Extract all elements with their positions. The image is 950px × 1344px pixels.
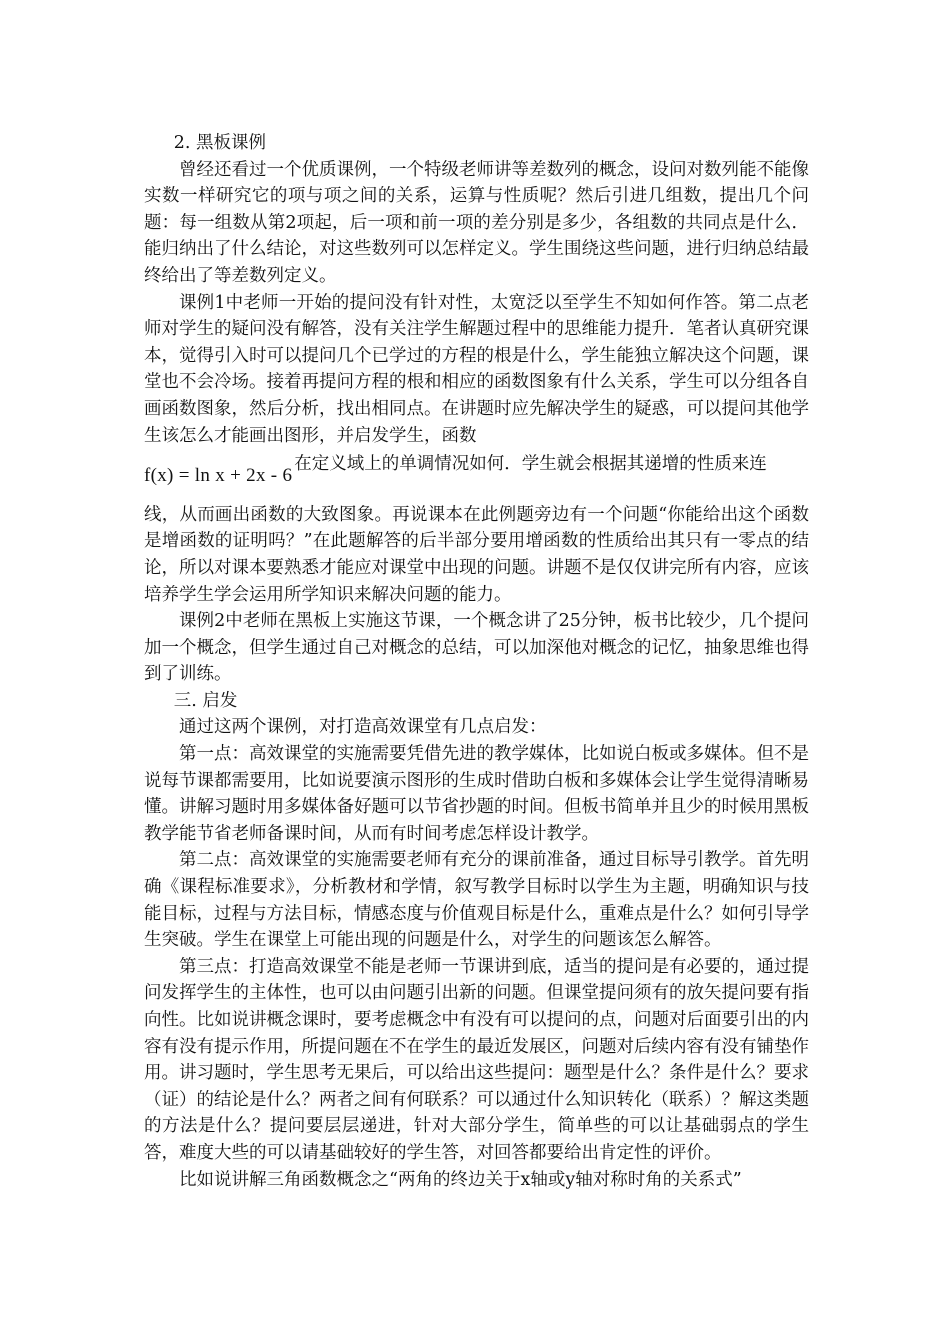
paragraph-point-2: 第二点：高效课堂的实施需要老师有充分的课前准备，通过目标导引教学。首先明确《课程标准要求》，分析教材和学情，叙写教学目标时以学生为主题，明确知识与技能目标，过程与方法目标，情感态度与价值观目标是什么，重难点是什么？如何引导学生突破。学生在课堂上可能出现的问题是什么，对学生的问题该怎么解答。 [144,850,809,951]
paragraph-point-3: 第三点：打造高效课堂不能是老师一节课讲到底，适当的提问是有必要的，通过提问发挥学生的主体性，也可以由问题引出新的问题。但课堂提问须有的放矢提问要有指向性。比如说讲概念课时，要考虑概念中有没有可以提问的点，问题对后面要引出的内容有没有提示作用，所提问题在不在学生的最近发展区，问题对后续内容有没有铺垫作用。讲习题时，学生思考无果后，可以给出这些提问：题型是什么？条件是什么？要求（证）的结论是什么？两者之间有何联系？可以通过什么知识转化（联系）？解这类题的方法是什么？提问要层层递进，针对大部分学生，简单些的可以让基础弱点的学生答，难度大些的可以请基础较好的学生答，对回答都要给出肯定性的评价。 [144,956,809,1163]
paragraph-lesson-2-analysis: 课例2中老师在黑板上实施这节课，一个概念讲了25分钟，板书比较少，几个提问加一个概念，但学生通过自己对概念的总结，可以加深他对概念的记忆，抽象思维也得到了训练。 [144,611,809,685]
paragraph-lesson-1-text-start: 课例1中老师一开始的提问没有针对性，太宽泛以至学生不知如何作答。第二点老师对学生的疑问没有解答，没有关注学生解题过程中的思维能力提升．笔者认真研究课本，觉得引入时可以提问几个已学过的方程的根是什么，学生能独立解决这个问题，课堂也不会冷场。接着再提问方程的根和相应的函数图象有什么关系，学生可以分组各自画函数图象，然后分析，找出相同点。在讲题时应先解决学生的疑惑，可以提问其他学生该怎么才能画出图形，并启发学生，函数 [144,292,809,446]
paragraph-inspiration-intro: 通过这两个课例，对打造高效课堂有几点启发： [179,717,547,738]
paragraph-point-1: 第一点：高效课堂的实施需要凭借先进的教学媒体，比如说白板或多媒体。但不是说每节课都需要用，比如说要演示图形的生成时借助白板和多媒体会让学生觉得清晰易懂。讲解习题时用多媒体备好题可以节省抄题的时间。但板书简单并且少的时候用黑板教学能节省老师备课时间，从而有时间考虑怎样设计教学。 [144,744,809,844]
formula-line-text: 在定义域上的单调情况如何．学生就会根据其递增的性质来连 [294,454,767,475]
function-formula: f(x) = ln x + 2x - 6 [144,465,293,487]
paragraph-lesson-1-text-end: 线，从而画出函数的大致图象。再说课本在此例题旁边有一个问题“你能给出这个函数是增函数的证明吗？”在此题解答的后半部分要用增函数的性质给出其只有一零点的结论，所以对课本要熟悉才能应对课堂中出现的问题。讲题不是仅仅讲完所有内容，应该培养学生学会运用所学知识来解决问题的能力。 [144,504,809,605]
section-heading-inspiration: 三. 启发 [173,690,238,711]
section-heading-blackboard-example: 2. 黑板课例 [173,133,267,153]
document-body [144,130,809,1193]
paragraph-trig-example: 比如说讲解三角函数概念之“两角的终边关于x轴或y轴对称时角的关系式” [179,1169,742,1190]
paragraph-lesson-1-analysis [144,290,809,609]
paragraph-arithmetic-sequence-example: 曾经还看过一个优质课例，一个特级老师讲等差数列的概念，设问对数列能不能像实数一样研究它的项与项之间的关系，运算与性质呢？然后引进几组数，提出几个问题：每一组数从第2项起，后一项和前一项的差分别是多少，各组数的共同点是什么．能归纳出了什么结论，对这些数列可以怎样定义。学生围绕这些问题，进行归纳总结最终给出了等差数列定义。 [144,159,809,286]
formula-line [144,451,809,487]
